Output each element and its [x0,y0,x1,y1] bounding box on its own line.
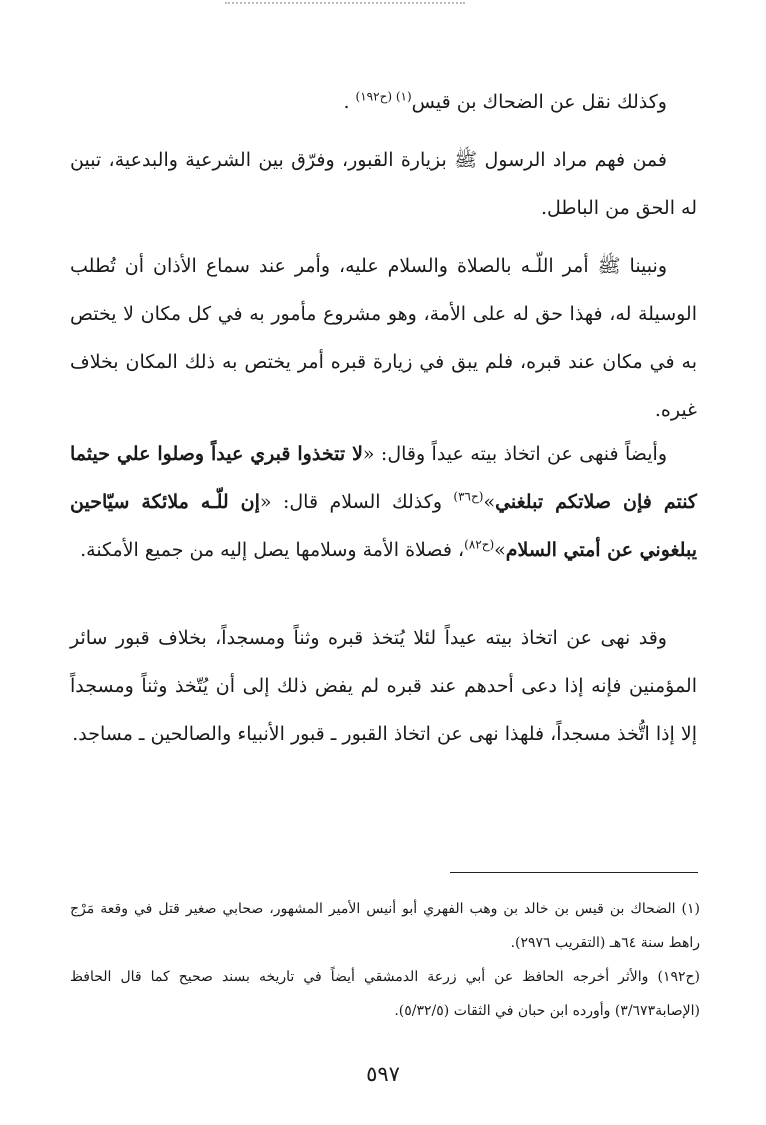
footnote-2: (ح١٩٢) والأثر أخرجه الحافظ عن أبي زرعة الدمشقي أيضاً في تاريخه بسند صحيح كما قال الحافظ (الإصابة٣/٦٧٣) وأورده ابن حبان في الثقات (٥/٣٢/٥). [70,969,700,1019]
paragraph-4-block [70,430,697,574]
footnote-1: (١) الضحاك بن قيس بن خالد بن وهب الفهري أبو أنيس الأمير المشهور، صحابي صغير قتل في وقعة مَرْج راهط سنة ٦٤هـ (التقريب ٢٩٧٦). [70,901,700,951]
paragraph-4: وأيضاً فنهى عن اتخاذ بيته عيداً وقال: «لا تتخذوا قبري عيداً وصلوا علي حيثما كنتم فإن صلاتكم تبلغني»$^{(ح٣٦)}$ وكذلك السلام قال: «إن للّـه ملائكة سيّاحين يبلغوني عن أمتي السلام»$^{(ح٨٢)}$، فصلاة الأمة وسلامها يصل إليه من جميع الأمكنة. [70,443,697,561]
paragraph-3-block [70,242,697,434]
paragraph-5-block [70,614,697,758]
paragraph-2-block [70,136,697,232]
main-text [70,78,697,126]
hadith-ref-2[interactable]: (ح٨٢) [464,537,495,552]
page-number: ٥٩٧ [366,1062,400,1086]
hadith-ref-1[interactable]: (ح٣٦) [453,489,484,504]
footnote-separator [450,872,698,873]
footnotes [70,892,700,1028]
paragraph-2: فمن فهم مراد الرسول ﷺ بزيارة القبور، وفرّق بين الشرعية والبدعية، تبين له الحق من الباطل. [70,149,697,219]
top-edge-dots [225,2,465,4]
hadith-quote-1: لا تتخذوا قبري عيداً وصلوا علي حيثما كنتم فإن صلاتكم تبلغني [70,443,697,513]
footnote-ref[interactable]: (١) (ح١٩٢) [355,89,412,104]
paragraph-5: وقد نهى عن اتخاذ بيته عيداً لئلا يُتخذ قبره وثناً ومسجداً، بخلاف قبور سائر المؤمنين فإنه إذا دعى أحدهم عند قبره لم يفض ذلك إلى أن يُتّخذ وثناً ومسجداً إلا إذا اتُّخذ مسجداً، فلهذا نهى عن اتخاذ القبور ـ قبور الأنبياء والصالحين ـ مساجد. [70,627,697,745]
paragraph-1: وكذلك نقل عن الضحاك بن قيس$^{(١) (ح١٩٢)}$ . [343,89,667,113]
hadith-quote-2: إن للّـه ملائكة سيّاحين يبلغوني عن أمتي السلام [70,491,697,561]
paragraph-3: ونبينا ﷺ أمر اللّـه بالصلاة والسلام عليه، وأمر عند سماع الأذان أن تُطلب الوسيلة له، فهذا حق له على الأمة، وهو مشروع مأمور به في كل مكان لا يختص به في مكان عند قبره، فلم يبق في زيارة قبره أمر يختص به ذلك المكان بخلاف غيره. [70,255,697,421]
